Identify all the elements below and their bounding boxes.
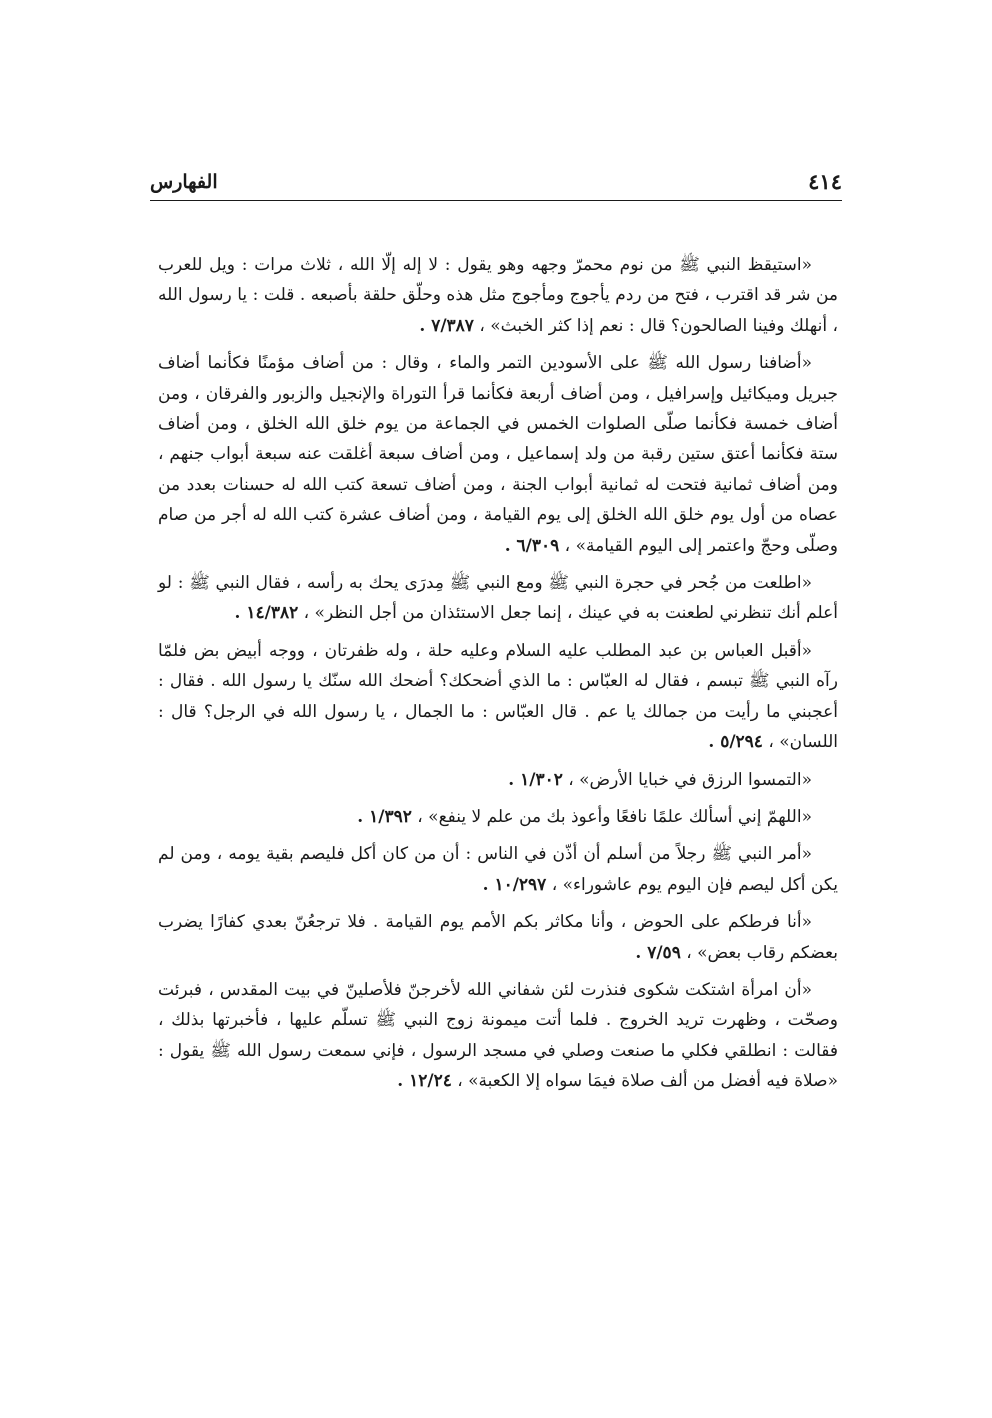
hadith-entry bbox=[158, 765, 838, 795]
entry-reference: ١٢/٢٤ . bbox=[397, 1071, 452, 1092]
entry-text: «أضافنا رسول الله ﷺ على الأسودين التمر والماء ، وقال : من أضاف مؤمنًا فكأنما أضاف جبريل وميكائيل وإسرافيل ، ومن أضاف أربعة فكأنما قرأ التوراة والإنجيل والزبور والفرقان ، ومن أضاف خمسة فكأنما صلّى الصلوات الخمس في الجماعة من يوم خلق الله الخلق ، ومن أضاف ستة فكأنما أعتق ستين رقبة من ولد إسماعيل ، ومن أضاف سبعة أغلقت عنه سبعة أبواب جنهم ، ومن أضاف ثمانية فتحت له ثمانية أبواب الجنة ، ومن أضاف تسعة كتب الله له حسنات بعدد من عصاه من أول يوم خلق الله الخلق إلى يوم القيامة ، ومن أضاف عشرة كتب الله له أجر من صام وصلّى وحجّ واعتمر إلى اليوم القيامة» ، bbox=[158, 353, 838, 556]
entry-reference: ١٤/٣٨٢ . bbox=[234, 603, 299, 624]
entry-text: «استيقظ النبي ﷺ من نوم محمرّ وجهه وهو يقول : لا إله إلّا الله ، ثلاث مرات : ويل للعرب من شر قد اقترب ، فتح من ردم يأجوج ومأجوج مثل هذه وحلّق حلقة بأصبعه . قلت : يا رسول الله ، أنهلك وفينا الصالحون؟ قال : نعم إذا كثر الخبث» ، bbox=[158, 255, 838, 336]
page-header bbox=[150, 168, 842, 196]
entry-text: «أمر النبي ﷺ رجلاً من أسلم أن أذّن في الناس : أن من كان أكل فليصم بقية يومه ، ومن لم يكن أكل ليصم فإن اليوم يوم عاشوراء» ، bbox=[158, 844, 838, 895]
entry-text: «اللهمّ إني أسألك علمًا نافعًا وأعوذ بك من علم لا ينفع» ، bbox=[411, 806, 812, 827]
entry-reference: ٦/٣٠٩ . bbox=[504, 535, 560, 556]
entry-text: «أن امرأة اشتكت شكوى فنذرت لئن شفاني الله لأخرجنّ فلأصلينّ في بيت المقدس ، فبرئت وصحّت ، وظهرت تريد الخروج . فلما أتت ميمونة زوج النبي ﷺ تسلّم عليها ، فأخبرتها بذلك ، فقالت : انطلقي فكلي ما صنعت وصلي في مسجد الرسول ، فإني سمعت رسول الله ﷺ يقول : «صلاة فيه أفضل من ألف صلاة فيمَا سواه إلا الكعبة» ، bbox=[158, 979, 838, 1092]
entry-reference: ١/٣٩٢ . bbox=[357, 806, 412, 827]
entry-reference: ٧/٣٨٧ . bbox=[419, 315, 474, 336]
running-title: الفهارس bbox=[150, 171, 218, 193]
index-entries bbox=[158, 250, 838, 1104]
entry-reference: ١/٣٠٢ . bbox=[508, 769, 563, 790]
entry-reference: ١٠/٢٩٧ . bbox=[482, 874, 547, 895]
entry-text: «اطلعت من جُحر في حجرة النبي ﷺ ومع النبي ﷺ مِدرَى يحك به رأسه ، فقال النبي ﷺ : لو أعلم أنك تنظرني لطعنت به في عينك ، إنما جعل الاستئذان من أجل النظر» ، bbox=[158, 573, 838, 624]
hadith-entry bbox=[158, 636, 838, 758]
hadith-entry bbox=[158, 568, 838, 629]
header-rule bbox=[150, 200, 842, 201]
entry-reference: ٥/٢٩٤ . bbox=[708, 732, 763, 753]
hadith-entry bbox=[158, 348, 838, 561]
entry-text: «أنا فرطكم على الحوض ، وأنا مكاثر بكم الأمم يوم القيامة . فلا ترجعُنّ بعدي كفارًا يضرب بعضكم رقاب بعض» ، bbox=[158, 912, 838, 963]
entry-text: «التمسوا الرزق في خبايا الأرض» ، bbox=[562, 769, 812, 790]
hadith-entry bbox=[158, 907, 838, 968]
hadith-entry bbox=[158, 802, 838, 832]
hadith-entry bbox=[158, 975, 838, 1097]
page-number: ٤١٤ bbox=[808, 169, 842, 194]
entry-text: «أقبل العباس بن عبد المطلب عليه السلام وعليه حلة ، وله ظفرتان ، ووجه أبيض بض فلمّا رآه النبي ﷺ تبسم ، فقال له العبّاس : ما الذي أضحكك؟ أضحك الله سنّك يا رسول الله . فقال : أعجبني ما رأيت من جمالك يا عم . قال العبّاس : ما الجمال ، يا رسول الله في الرجل؟ قال : اللسان» ، bbox=[158, 640, 838, 753]
hadith-entry bbox=[158, 250, 838, 341]
entry-reference: ٧/٥٩ . bbox=[635, 942, 681, 963]
hadith-entry bbox=[158, 839, 838, 900]
